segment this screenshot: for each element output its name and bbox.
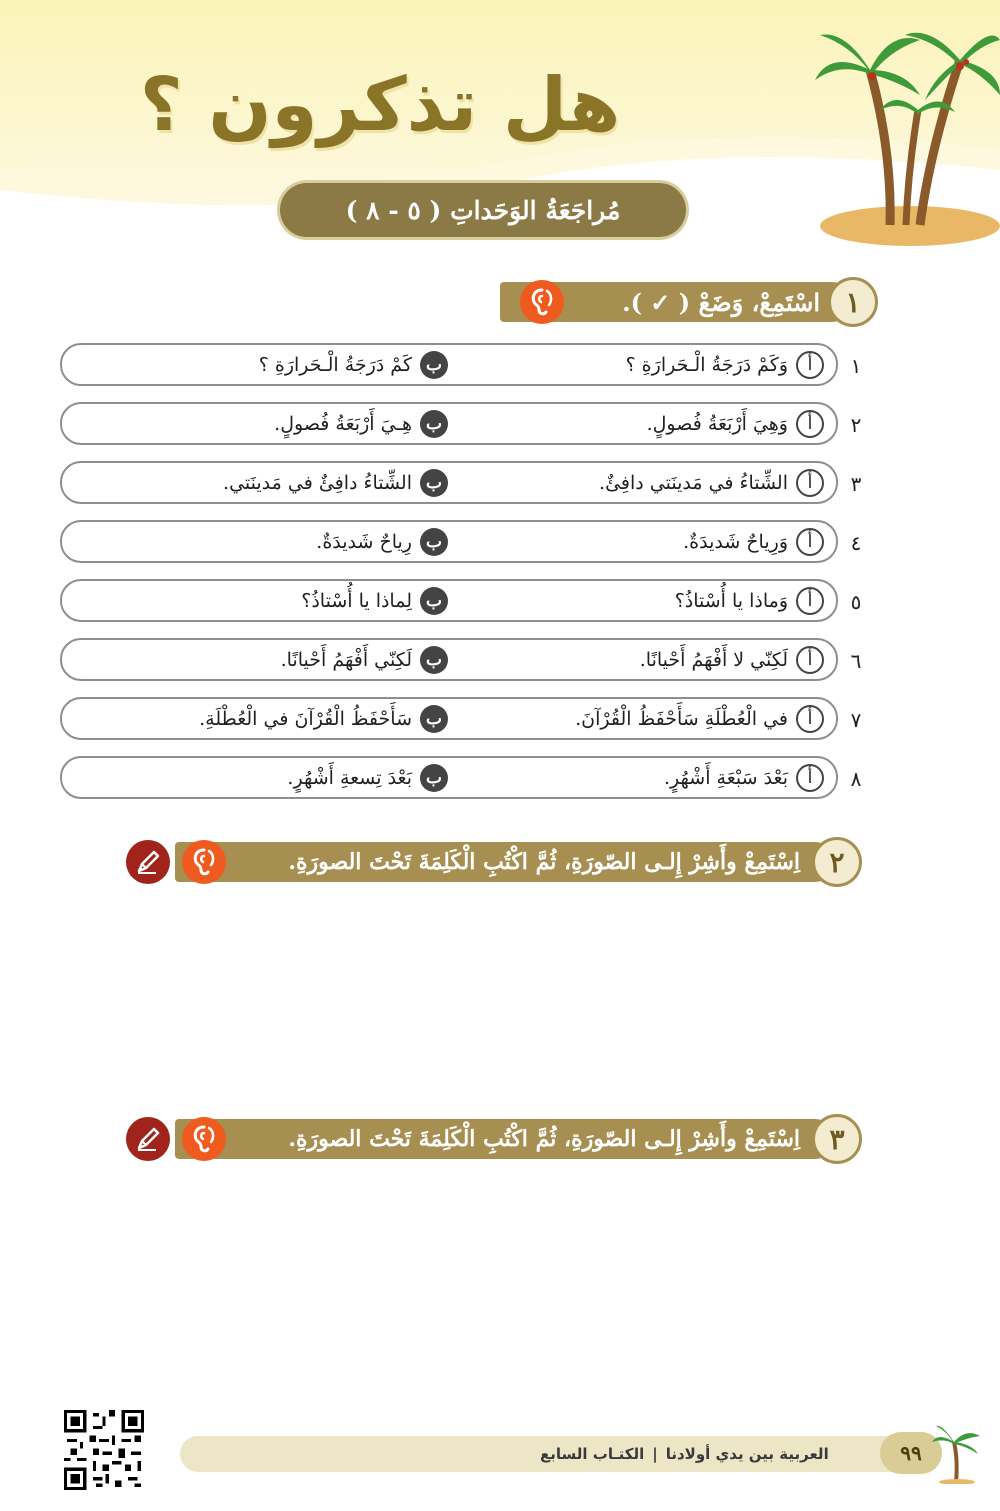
qr-code-icon[interactable] [64, 1410, 144, 1490]
option-a-marker: أ [796, 705, 824, 733]
section2-number: ٢ [812, 837, 862, 887]
option-b-marker: ب [420, 764, 448, 792]
option-a-marker: أ [796, 646, 824, 674]
row-number: ١ [850, 354, 862, 378]
palm-trees-illustration [810, 0, 1000, 250]
option-b-marker: ب [420, 351, 448, 379]
answer-row [60, 579, 838, 622]
option-a[interactable] [675, 586, 824, 616]
unit-review-subtitle: مُراجَعَةُ الوَحَداتِ ( ٥ - ٨ ) [280, 183, 686, 237]
pencil-icon[interactable] [126, 840, 170, 884]
option-b[interactable] [274, 409, 448, 439]
option-a[interactable] [683, 527, 824, 557]
option-a[interactable] [640, 645, 824, 675]
row-number: ٤ [850, 531, 862, 555]
option-b-marker: ب [420, 469, 448, 497]
answer-row [60, 520, 838, 563]
option-a-text: وَرِياحٌ شَديدَةٌ. [683, 531, 788, 553]
option-a-text: وَهِيَ أَرْبَعَةُ فُصولٍ. [646, 413, 788, 435]
answer-row [60, 638, 838, 681]
option-b-text: رِياحٌ شَديدَةٌ. [316, 531, 412, 553]
page-title: هل تذكرون ؟ [139, 62, 621, 148]
option-b-text: لَكِنّي أَفْهَمُ أَحْيانًا. [280, 649, 412, 671]
option-a-text: وَكَمْ دَرَجَةُ الْـحَرارَةِ ؟ [625, 354, 788, 376]
ear-icon[interactable] [520, 280, 564, 324]
option-b-text: لِماذا يا أُسْتاذُ؟ [301, 590, 412, 612]
answer-row [60, 756, 838, 799]
option-b-text: سَأَحْفَظُ الْقُرْآنَ في الْعُطْلَةِ. [199, 708, 412, 730]
option-b-text: الشِّتاءُ دافِئٌ في مَدينَتي. [223, 472, 412, 494]
ear-icon[interactable] [182, 1117, 226, 1161]
answer-row [60, 402, 838, 445]
row-number: ٨ [850, 767, 862, 791]
option-a-text: بَعْدَ سَبْعَةِ أَشْهُرٍ. [664, 767, 788, 789]
option-b[interactable] [281, 645, 448, 675]
option-a-marker: أ [796, 469, 824, 497]
option-a[interactable] [647, 409, 824, 439]
option-a[interactable] [599, 468, 824, 498]
section1-number: ١ [828, 277, 878, 327]
row-number: ٣ [850, 472, 862, 496]
book-title: العربية بين يدي أولادنا [665, 1445, 829, 1463]
option-a-text: الشِّتاءُ في مَدينَتي دافِئٌ. [599, 472, 788, 494]
pencil-icon[interactable] [126, 1117, 170, 1161]
option-b[interactable] [316, 527, 448, 557]
option-b[interactable] [199, 704, 448, 734]
option-b-marker: ب [420, 410, 448, 438]
section3-instruction: اِسْتَمِعْ وأَشِرْ إِلـى الصّورَةِ، ثُمَّ اكْتُبِ الْكَلِمَةَ تَحْتَ الصورَةِ. [288, 1126, 800, 1152]
option-a[interactable] [575, 704, 824, 734]
footer-book-info [540, 1440, 870, 1468]
ear-icon[interactable] [182, 840, 226, 884]
option-b-marker: ب [420, 705, 448, 733]
option-b[interactable] [223, 468, 448, 498]
option-a-text: لَكِنّي لا أَفْهَمُ أَحْيانًا. [639, 649, 788, 671]
book-volume: الكتـاب السابع [540, 1445, 645, 1463]
option-a[interactable] [664, 763, 824, 793]
small-palm-icon [932, 1420, 982, 1484]
option-a-marker: أ [796, 351, 824, 379]
option-b-text: هِـيَ أَرْبَعَةُ فُصولٍ. [274, 413, 412, 435]
footer-separator: | [652, 1445, 658, 1463]
row-number: ٢ [850, 413, 862, 437]
row-number: ٧ [850, 708, 862, 732]
row-number: ٥ [850, 590, 862, 614]
section2-instruction: اِسْتَمِعْ وأَشِرْ إِلـى الصّورَةِ، ثُمَّ اكْتُبِ الْكَلِمَةَ تَحْتَ الصورَةِ. [288, 849, 800, 875]
option-a-marker: أ [796, 528, 824, 556]
answer-row [60, 461, 838, 504]
option-b[interactable] [301, 586, 448, 616]
option-b-marker: ب [420, 646, 448, 674]
row-number: ٦ [850, 649, 862, 673]
answer-row [60, 697, 838, 740]
option-b-text: كَمْ دَرَجَةُ الْـحَرارَةِ ؟ [258, 354, 412, 376]
page-number: ٩٩ [880, 1432, 942, 1474]
option-b-marker: ب [420, 587, 448, 615]
option-b[interactable] [259, 350, 448, 380]
option-b-marker: ب [420, 528, 448, 556]
option-a-marker: أ [796, 410, 824, 438]
option-a-text: في الْعُطْلَةِ سَأَحْفَظُ الْقُرْآنَ. [575, 708, 788, 730]
option-a[interactable] [626, 350, 824, 380]
option-a-marker: أ [796, 764, 824, 792]
section1-instruction: اسْتَمِعْ، وَضَعْ ( ✓ ). [622, 287, 820, 317]
option-a-marker: أ [796, 587, 824, 615]
option-b-text: بَعْدَ تِسعةِ أَشْهُرٍ. [287, 767, 412, 789]
answer-row [60, 343, 838, 386]
section3-number: ٣ [812, 1114, 862, 1164]
option-b[interactable] [287, 763, 448, 793]
option-a-text: وَماذا يا أُسْتاذُ؟ [674, 590, 788, 612]
